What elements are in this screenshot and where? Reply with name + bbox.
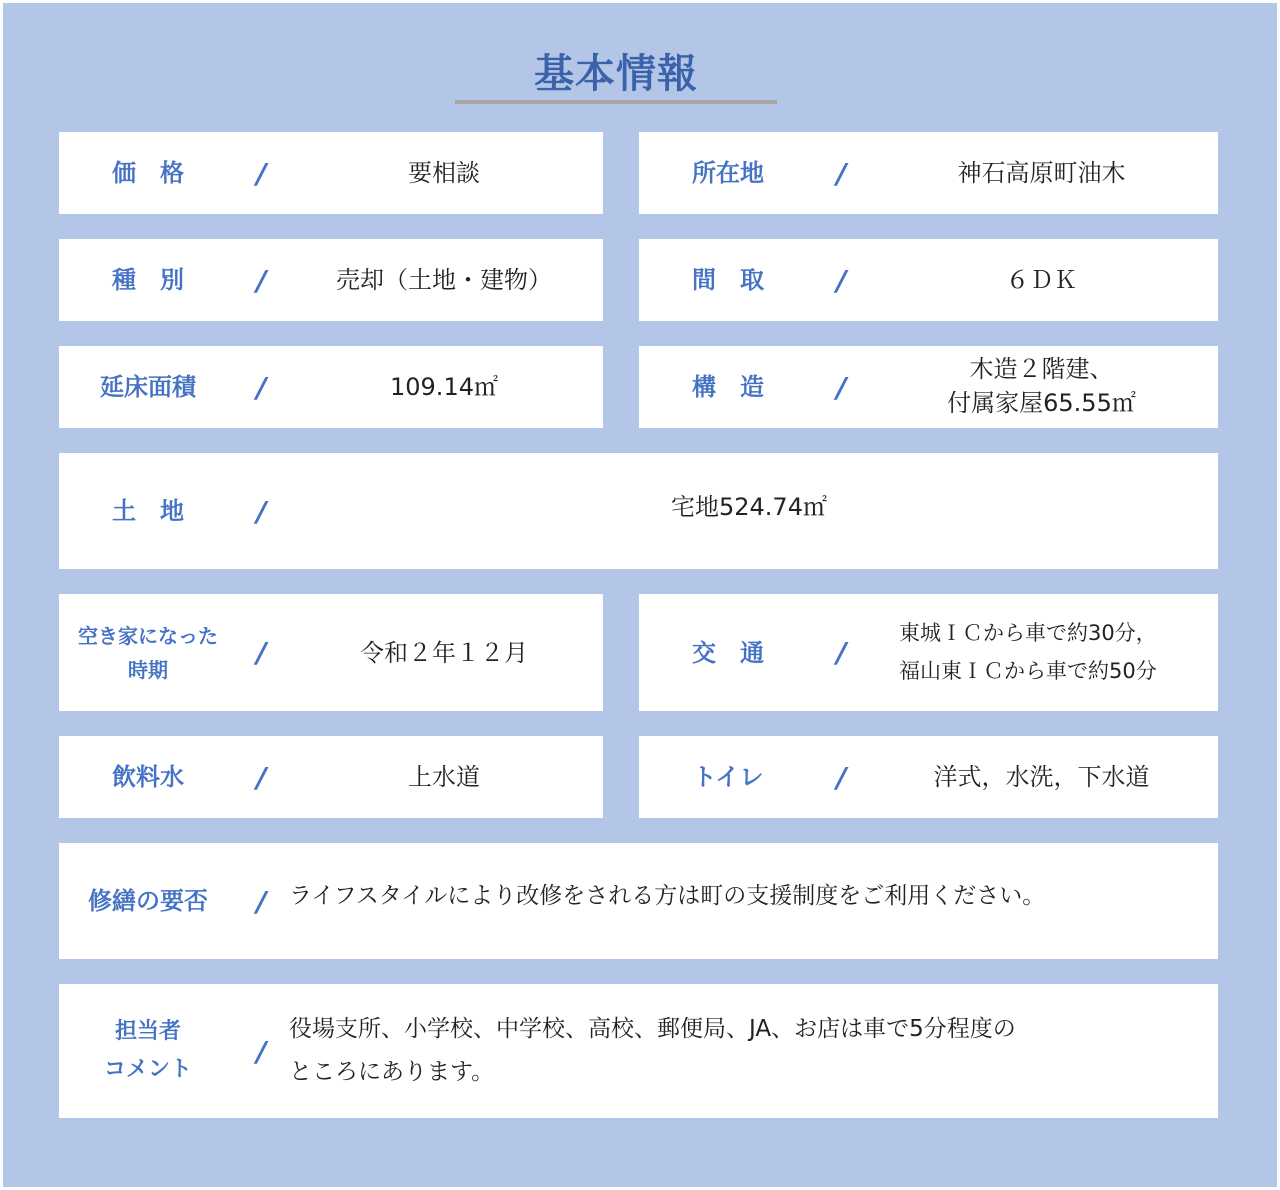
- card-type: [59, 239, 603, 321]
- page-title: 基本情報: [534, 51, 698, 97]
- separator: /: [836, 156, 847, 190]
- card-vacant-since: [59, 594, 603, 711]
- label-toilet: トイレ: [692, 763, 764, 791]
- value-structure: 木造２階建、 付属家屋65.55㎡: [947, 355, 1136, 417]
- label-location: 所在地: [692, 159, 764, 187]
- label-comment: 担当者 コメント: [103, 1018, 192, 1082]
- card-repair: [59, 843, 1218, 959]
- value-land: 宅地524.74㎡: [671, 493, 827, 521]
- value-location: 神石高原町油木: [957, 159, 1126, 187]
- label-structure: 構 造: [692, 373, 764, 401]
- separator: /: [836, 760, 847, 794]
- card-layout: [639, 239, 1218, 321]
- separator: /: [256, 1034, 267, 1068]
- label-repair: 修繕の要否: [88, 887, 208, 915]
- title-underline: [455, 100, 777, 104]
- label-vacant-since: 空き家になった 時期: [78, 623, 218, 682]
- separator: /: [836, 370, 847, 404]
- separator: /: [256, 494, 267, 528]
- label-access: 交 通: [692, 638, 764, 667]
- value-toilet: 洋式，水洗，下水道: [933, 763, 1150, 791]
- card-price: [59, 132, 603, 214]
- label-floor-area: 延床面積: [100, 373, 196, 401]
- label-layout: 間 取: [692, 266, 764, 294]
- value-access: 東城ＩＣから車で約30分， 福山東ＩＣから車で約50分: [899, 620, 1157, 683]
- separator: /: [836, 636, 847, 669]
- card-water: [59, 736, 603, 818]
- card-toilet: [639, 736, 1218, 818]
- value-vacant-since: 令和２年１２月: [360, 638, 528, 667]
- label-type: 種 別: [112, 266, 184, 294]
- value-water: 上水道: [408, 763, 480, 791]
- value-comment: 役場支所、小学校、中学校、高校、郵便局、JA、お店は車で5分程度の ところにあります。: [289, 1016, 1016, 1085]
- separator: /: [836, 263, 847, 297]
- card-structure: [639, 346, 1218, 428]
- separator: /: [256, 156, 267, 190]
- label-land: 土 地: [112, 497, 184, 525]
- value-repair: ライフスタイルにより改修をされる方は町の支援制度をご利用ください。: [289, 883, 1046, 909]
- card-land: [59, 453, 1218, 569]
- separator: /: [256, 370, 267, 404]
- label-price: 価 格: [112, 159, 184, 187]
- separator: /: [256, 884, 267, 918]
- value-layout: ６ＤＫ: [1005, 266, 1078, 294]
- card-access: [639, 594, 1218, 711]
- separator: /: [256, 760, 267, 794]
- card-location: [639, 132, 1218, 214]
- separator: /: [256, 636, 267, 669]
- label-water: 飲料水: [112, 763, 184, 791]
- card-floor-area: [59, 346, 603, 428]
- separator: /: [256, 263, 267, 297]
- card-comment: [59, 984, 1218, 1118]
- value-price: 要相談: [408, 159, 480, 187]
- value-floor-area: 109.14㎡: [390, 373, 498, 401]
- value-type: 売却（土地・建物）: [336, 266, 552, 294]
